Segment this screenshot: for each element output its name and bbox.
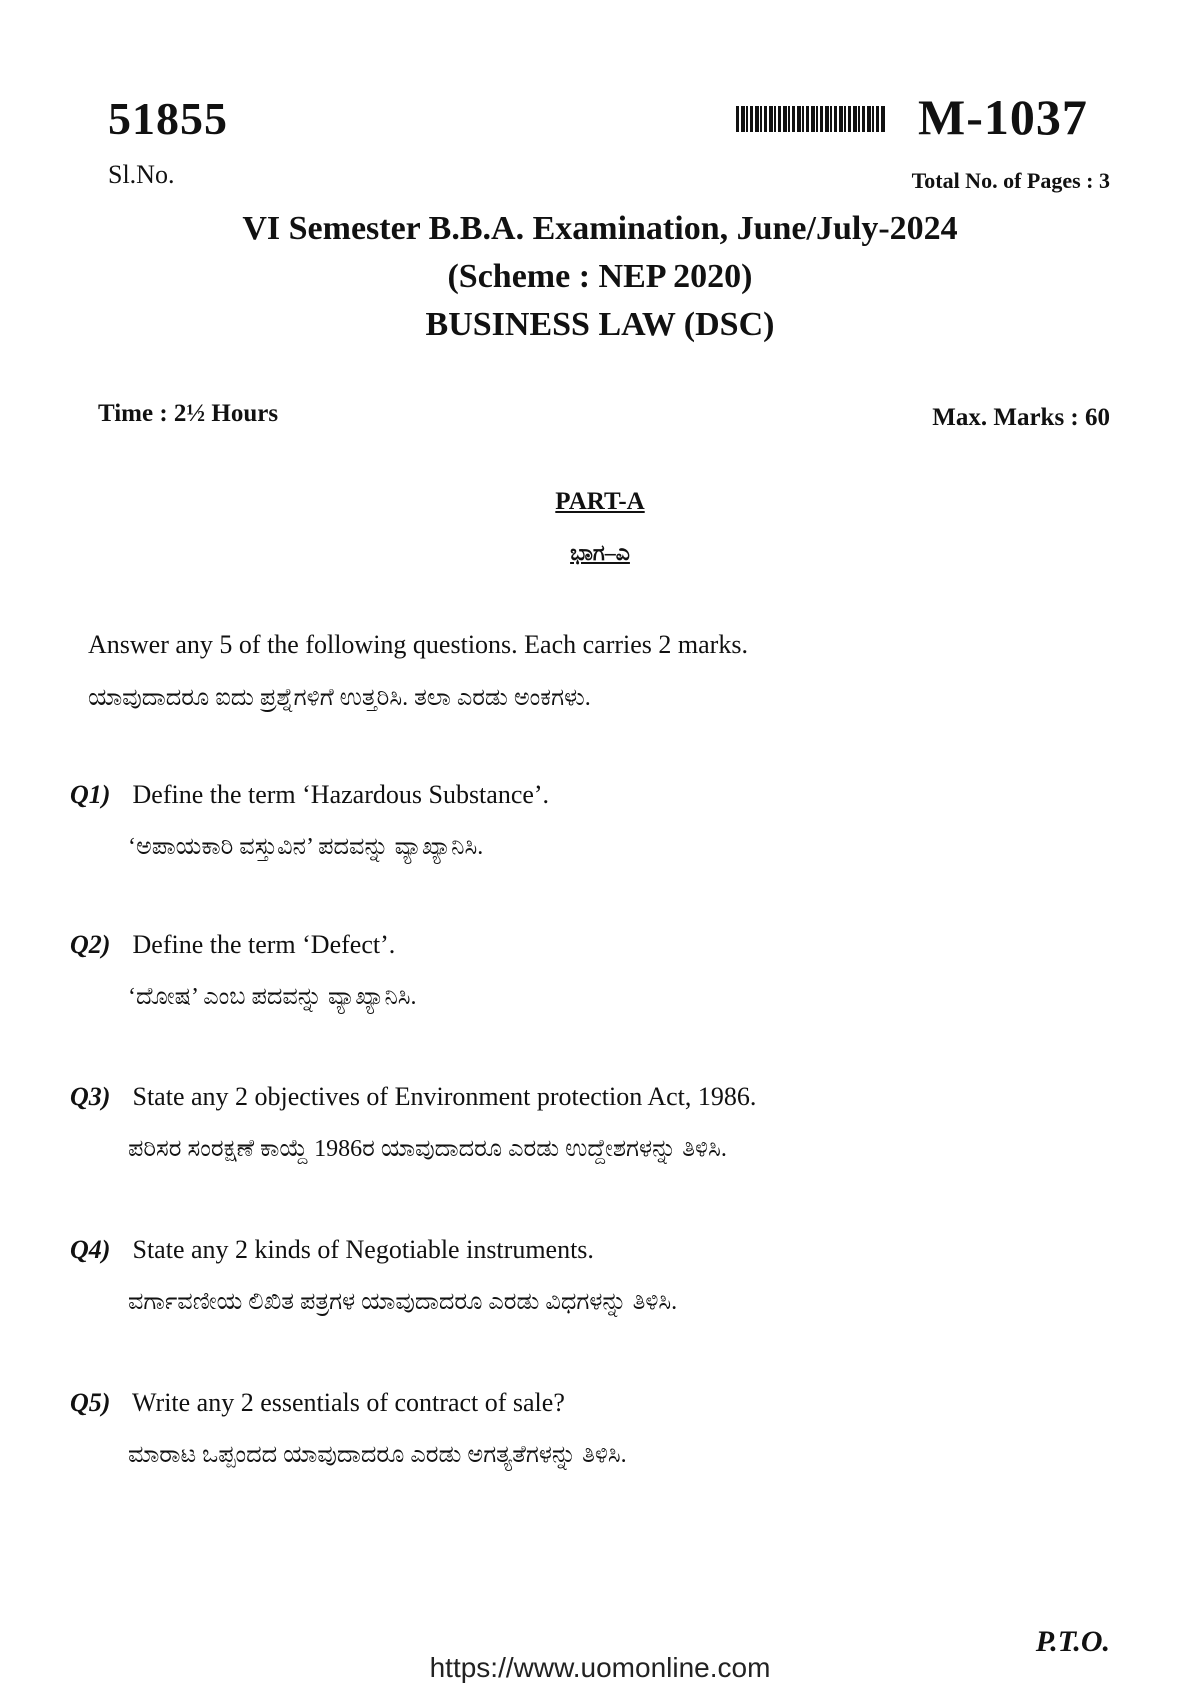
question-2 [70, 930, 1130, 1011]
part-heading-kannada: ಭಾಗ–ಎ [570, 540, 630, 565]
question-text: State any 2 kinds of Negotiable instruments. [132, 1235, 594, 1264]
question-text-kannada: ‘ದೋಷ’ ಎಂಬ ಪದವನ್ನು ವ್ಯಾಖ್ಯಾನಿಸಿ. [128, 984, 417, 1010]
question-text: State any 2 objectives of Environment protection Act, 1986. [132, 1082, 757, 1111]
exam-time: Time : 2½ Hours [98, 400, 279, 427]
exam-scheme: (Scheme : NEP 2020) [447, 258, 753, 295]
barcode-icon [736, 106, 886, 132]
question-text-kannada: ‘ಅಪಾಯಕಾರಿ ವಸ್ತುವಿನ’ ಪದವನ್ನು ವ್ಯಾಖ್ಯಾನಿಸಿ. [128, 834, 484, 860]
part-heading: PART-A [555, 488, 645, 515]
total-pages: Total No. of Pages : 3 [911, 168, 1110, 193]
pto-label: P.T.O. [1035, 1625, 1110, 1658]
exam-title-block [0, 205, 1200, 349]
paper-code: M-1037 [918, 89, 1088, 145]
question-number: Q4) [70, 1235, 111, 1264]
question-text: Define the term ‘Hazardous Substance’. [132, 780, 550, 809]
question-5 [70, 1388, 1130, 1469]
max-marks: Max. Marks : 60 [932, 404, 1110, 431]
footer-url[interactable]: https://www.uomonline.com [429, 1652, 771, 1683]
question-text: Write any 2 essentials of contract of sale? [132, 1388, 565, 1417]
question-number: Q5) [70, 1388, 111, 1417]
question-text-kannada: ಪರಿಸರ ಸಂರಕ್ಷಣೆ ಕಾಯ್ದೆ 1986ರ ಯಾವುದಾದರೂ ಎರಡು ಉದ್ದೇಶಗಳನ್ನು ತಿಳಿಸಿ. [128, 1136, 727, 1162]
question-number: Q1) [70, 780, 111, 809]
sl-no-label: Sl.No. [108, 160, 175, 189]
question-number: Q3) [70, 1082, 111, 1111]
exam-title: VI Semester B.B.A. Examination, June/July-2024 [242, 210, 958, 247]
question-4 [70, 1235, 1130, 1316]
subject-title: BUSINESS LAW (DSC) [425, 306, 775, 343]
instruction-text-kannada: ಯಾವುದಾದರೂ ಐದು ಪ್ರಶ್ನೆಗಳಿಗೆ ಉತ್ತರಿಸಿ. ತಲಾ ಎರಡು ಅಂಕಗಳು. [88, 685, 591, 711]
question-number: Q2) [70, 930, 111, 959]
question-text-kannada: ವರ್ಗಾವಣೀಯ ಲಿಖಿತ ಪತ್ರಗಳ ಯಾವುದಾದರೂ ಎರಡು ವಿಧಗಳನ್ನು ತಿಳಿಸಿ. [128, 1289, 678, 1315]
question-text: Define the term ‘Defect’. [132, 930, 396, 959]
serial-number: 51855 [108, 93, 228, 144]
question-text-kannada: ಮಾರಾಟ ಒಪ್ಪಂದದ ಯಾವುದಾದರೂ ಎರಡು ಅಗತ್ಯತೆಗಳನ್ನು ತಿಳಿಸಿ. [128, 1442, 627, 1468]
question-1 [70, 780, 1130, 861]
question-3 [70, 1082, 1130, 1163]
instruction-text: Answer any 5 of the following questions. Each carries 2 marks. [88, 630, 748, 659]
